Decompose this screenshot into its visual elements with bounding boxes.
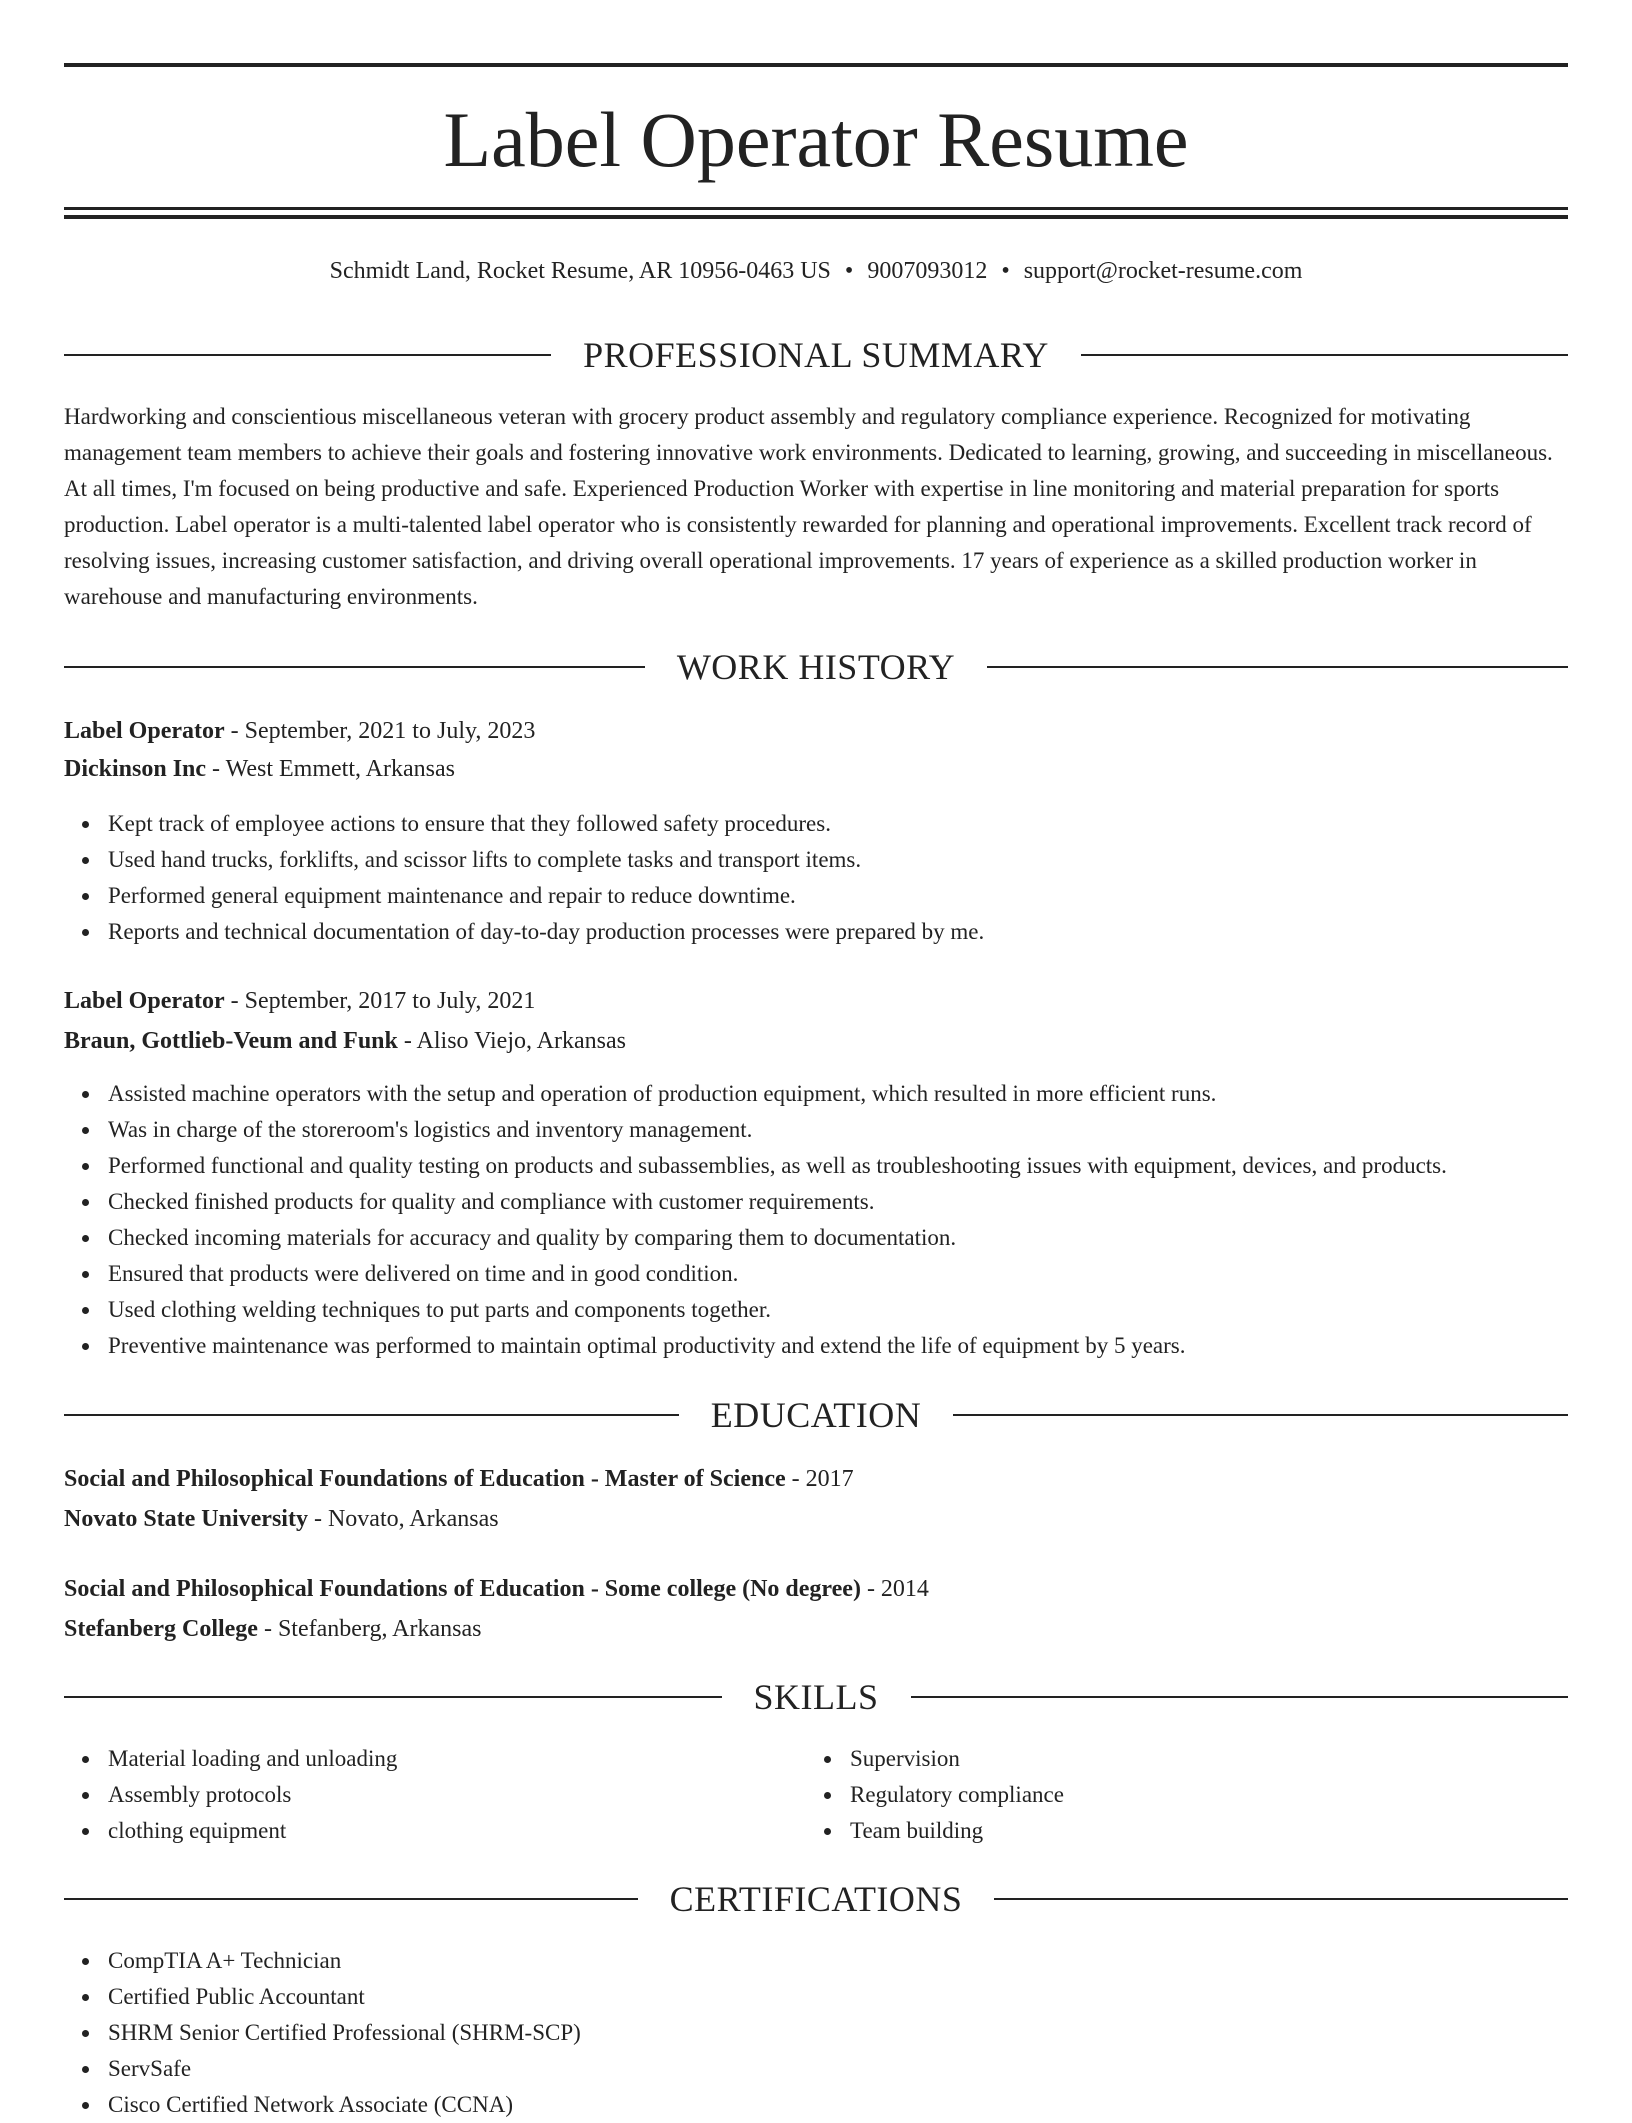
list-item: Kept track of employee actions to ensure that they followed safety procedures. xyxy=(108,806,1612,842)
list-item: Supervision xyxy=(850,1741,1632,1777)
heading-rule xyxy=(911,1696,1569,1698)
summary-text: Hardworking and conscientious miscellaneous veteran with grocery product assembly and regulatory compliance experience. Recognized for motivating management team members to achieve their goals and fostering innovative work environments. Dedicated to learning, growing, and succeeding in miscellaneous. At all times, I'm focused on being productive and safe. Experienced Production Worker with expertise in line monitoring and material preparation for sports production. Label operator is a multi-talented label operator who is consistently rewarded for planning and operational improvements. Excellent track record of resolving issues, increasing customer satisfaction, and driving overall operational improvements. 17 years of experience as a skilled production worker in warehouse and manufacturing environments. xyxy=(64,404,1553,609)
education-year: - 2014 xyxy=(860,1576,929,1602)
job-company: Dickinson Inc xyxy=(64,756,207,782)
heading-rule xyxy=(64,666,645,668)
page-title: Label Operator Resume xyxy=(443,96,1189,183)
list-item: Preventive maintenance was performed to maintain optimal productivity and extend the life of equipment by 5 years. xyxy=(108,1328,1612,1364)
heading-rule xyxy=(1081,354,1568,356)
heading-rule xyxy=(64,354,551,356)
section-title: PROFESSIONAL SUMMARY xyxy=(583,335,1049,375)
contact-separator: • xyxy=(844,258,854,284)
list-item: Assisted machine operators with the setup and operation of production equipment, which resulted in more efficient runs. xyxy=(108,1076,1612,1112)
job-dates: - September, 2021 to July, 2023 xyxy=(224,718,536,744)
education-degree-line xyxy=(64,1571,1568,1607)
section-title: WORK HISTORY xyxy=(676,647,956,687)
list-item: Used hand trucks, forklifts, and scissor lifts to complete tasks and transport items. xyxy=(108,842,1612,878)
list-item: clothing equipment xyxy=(108,1813,1612,1849)
section-heading-certifications xyxy=(64,1877,1568,1921)
job-company-line xyxy=(64,1023,1568,1059)
list-item: Material loading and unloading xyxy=(108,1741,1612,1777)
certifications-list xyxy=(64,1943,1612,2123)
section-heading-work-history xyxy=(64,645,1568,689)
education-field: Social and Philosophical Foundations of Education xyxy=(64,1576,585,1602)
heading-rule xyxy=(994,1898,1568,1900)
section-title: SKILLS xyxy=(753,1677,879,1717)
skills-list-right xyxy=(806,1741,1632,1849)
education-school-line xyxy=(64,1501,1568,1537)
heading-rule xyxy=(953,1414,1568,1416)
job-duties-list xyxy=(64,806,1612,950)
education-degree: - Master of Science xyxy=(584,1466,786,1492)
education-school: Novato State University xyxy=(64,1506,308,1532)
education-degree: - Some college (No degree) xyxy=(584,1576,861,1602)
contact-email: support@rocket-resume.com xyxy=(1023,258,1303,284)
job-dates: - September, 2017 to July, 2021 xyxy=(224,988,536,1014)
title-rule-upper xyxy=(64,207,1568,210)
title-rule-lower xyxy=(64,215,1568,219)
section-heading-skills xyxy=(64,1675,1568,1719)
list-item: Ensured that products were delivered on time and in good condition. xyxy=(108,1256,1612,1292)
education-school-line xyxy=(64,1611,1568,1647)
contact-address: Schmidt Land, Rocket Resume, AR 10956-0463 US xyxy=(329,258,831,284)
job-title-line xyxy=(64,713,1568,749)
section-heading-summary xyxy=(64,333,1568,377)
list-item: Certified Public Accountant xyxy=(108,1979,1612,2015)
heading-rule xyxy=(64,1414,679,1416)
job-title: Label Operator xyxy=(64,988,225,1014)
list-item: Cisco Certified Network Associate (CCNA) xyxy=(108,2087,1612,2123)
job-title-line xyxy=(64,983,1568,1019)
education-location: - Stefanberg, Arkansas xyxy=(257,1616,482,1642)
job-title: Label Operator xyxy=(64,718,225,744)
section-heading-education xyxy=(64,1393,1568,1437)
list-item: Team building xyxy=(850,1813,1632,1849)
contact-separator: • xyxy=(1001,258,1010,284)
education-degree-line xyxy=(64,1461,1568,1497)
top-rule xyxy=(64,63,1568,67)
list-item: Performed functional and quality testing on products and subassemblies, as well as troubleshooting issues with equipment, devices, and products. xyxy=(108,1148,1612,1184)
education-location: - Novato, Arkansas xyxy=(307,1506,499,1532)
heading-rule xyxy=(64,1696,722,1698)
list-item: Used clothing welding techniques to put parts and components together. xyxy=(108,1292,1612,1328)
job-company-line xyxy=(64,751,1568,787)
list-item: ServSafe xyxy=(108,2051,1612,2087)
job-location: - West Emmett, Arkansas xyxy=(206,756,455,782)
heading-rule xyxy=(987,666,1568,668)
list-item: Checked incoming materials for accuracy and quality by comparing them to documentation. xyxy=(108,1220,1612,1256)
list-item: Performed general equipment maintenance and repair to reduce downtime. xyxy=(108,878,1612,914)
list-item: Was in charge of the storeroom's logistics and inventory management. xyxy=(108,1112,1612,1148)
job-location: - Aliso Viejo, Arkansas xyxy=(397,1028,626,1054)
education-field: Social and Philosophical Foundations of Education xyxy=(64,1466,585,1492)
list-item: Reports and technical documentation of day-to-day production processes were prepared by me. xyxy=(108,914,1612,950)
section-title: EDUCATION xyxy=(710,1395,922,1435)
job-duties-list xyxy=(64,1076,1612,1364)
list-item: Checked finished products for quality and compliance with customer requirements. xyxy=(108,1184,1612,1220)
contact-line xyxy=(64,255,1568,287)
list-item: SHRM Senior Certified Professional (SHRM-SCP) xyxy=(108,2015,1612,2051)
contact-phone: 9007093012 xyxy=(867,258,988,284)
education-school: Stefanberg College xyxy=(64,1616,258,1642)
heading-rule xyxy=(64,1898,638,1900)
section-title: CERTIFICATIONS xyxy=(669,1879,963,1919)
education-year: - 2017 xyxy=(785,1466,854,1492)
list-item: Assembly protocols xyxy=(108,1777,1612,1813)
list-item: CompTIA A+ Technician xyxy=(108,1943,1612,1979)
job-company: Braun, Gottlieb-Veum and Funk xyxy=(64,1028,398,1054)
list-item: Regulatory compliance xyxy=(850,1777,1632,1813)
